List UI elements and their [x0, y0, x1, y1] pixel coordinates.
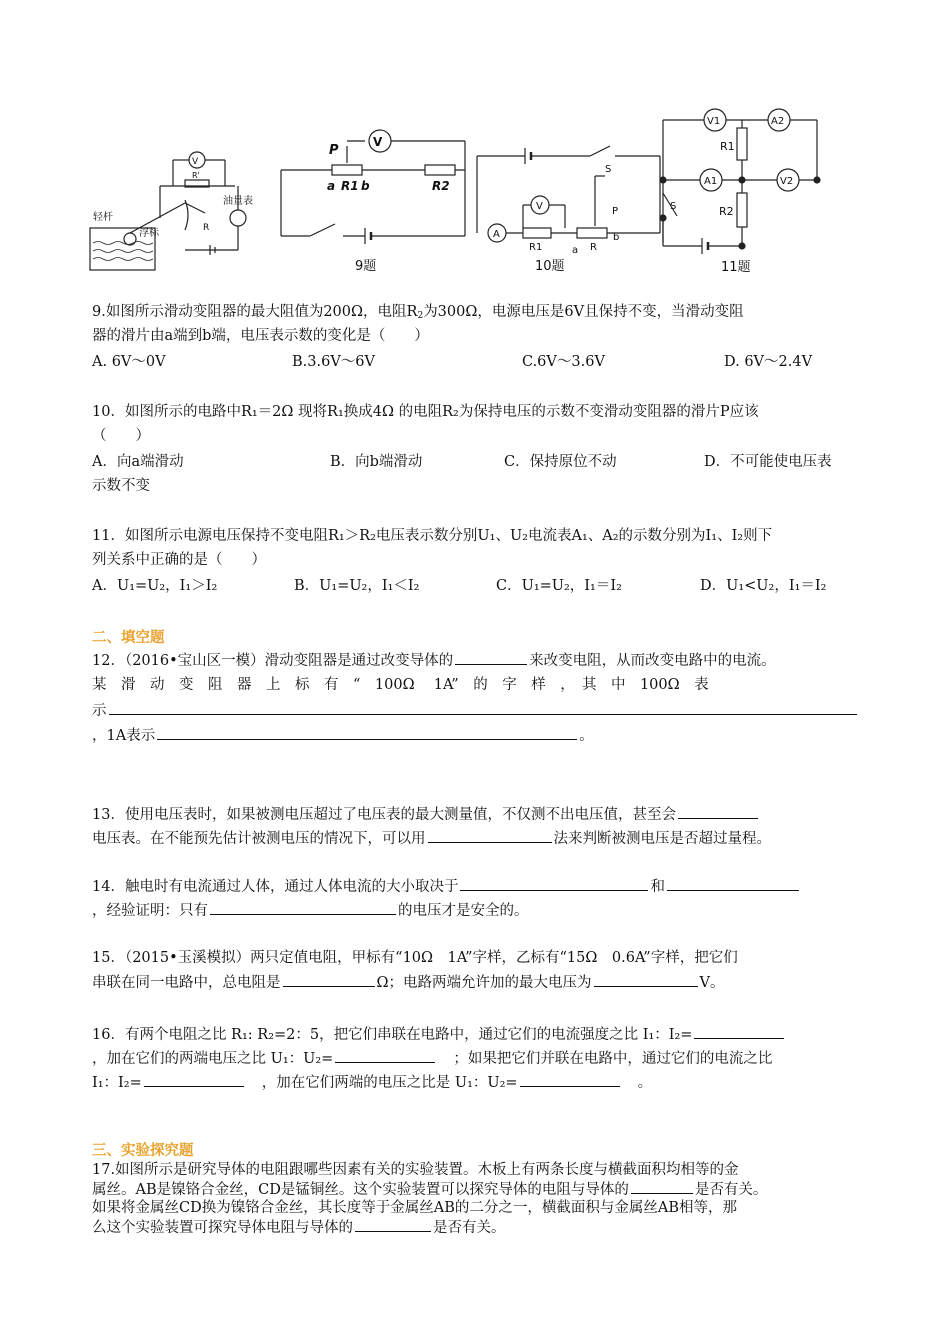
- fig8-label-float: 浮标: [139, 228, 159, 239]
- fig9-label-r2: R2: [432, 179, 450, 193]
- figure-10-circuit: [477, 146, 660, 242]
- q11-line1: 11．如图所示电源电压保持不变电阻R₁＞R₂电压表示数分别U₁、U₂电流表A₁、A₂的示数分别为I₁、I₂则下: [92, 528, 773, 544]
- fig8-label-lever: 轻杆: [93, 212, 113, 223]
- q17-line1: 17.如图所示是研究导体的电阻跟哪些因素有关的实验装置。木板上有两条长度与横截面积均相等的金: [92, 1162, 739, 1178]
- q16-line3: I₁：I₂= ，加在它们两端的电压之比是 U₁：U₂= 。: [92, 1070, 652, 1095]
- q17-line3: 如果将金属丝CD换为镍铬合金丝，其长度等于金属丝AB的二分之一，横截面积与金属丝AB相等，那: [92, 1200, 737, 1216]
- fig10-label-s: S: [605, 164, 612, 175]
- circuit-figures: [85, 108, 875, 278]
- fig11-label-v2: V2: [780, 176, 794, 187]
- q9-option-a[interactable]: A. 6V～0V: [92, 354, 166, 370]
- q15-line1: 15．（2015•玉溪模拟）两只定值电阻，甲标有“10Ω 1A”字样，乙标有“15Ω 0.6A”字样，把它们: [92, 950, 738, 966]
- fig10-label-p: P: [612, 206, 619, 217]
- q14-line1: 14．触电时有电流通过人体，通过人体电流的大小取决于 和: [92, 874, 801, 899]
- fig10-label-r: R: [590, 242, 597, 253]
- q15-line2: 串联在同一电路中，总电阻是 Ω；电路两端允许加的最大电压为 V。: [92, 970, 725, 995]
- fig9-label-r1: R1: [341, 179, 359, 193]
- fig8-label-v: V: [192, 157, 199, 167]
- q17-blank-2[interactable]: [355, 1218, 431, 1232]
- q13-line2: 电压表。在不能预先估计被测电压的情况下，可以用 法来判断被测电压是否超过量程。: [92, 826, 771, 851]
- q14-blank-3[interactable]: [210, 898, 396, 915]
- fig8-label-rprime: R': [192, 171, 200, 180]
- q16-blank-3[interactable]: [144, 1070, 244, 1087]
- fig9-label-a: a: [327, 179, 336, 193]
- q10-line4: 示数不变: [92, 478, 150, 494]
- section-fill-in-heading: 二、填空题: [92, 630, 165, 646]
- fig10-label-b: b: [613, 232, 620, 243]
- q10-line1: 10．如图所示的电路中R₁＝2Ω 现将R₁换成4Ω 的电阻R₂为保持电压的示数不变滑动变阻器的滑片P应该: [92, 404, 759, 420]
- q15-blank-1[interactable]: [283, 970, 375, 987]
- q9-option-d[interactable]: D. 6V～2.4V: [724, 354, 813, 370]
- q13-blank-1[interactable]: [678, 802, 758, 819]
- q13-blank-2[interactable]: [428, 826, 552, 843]
- q12-line2: 某 滑 动 变 阻 器 上 标 有 “ 100Ω 1A” 的 字 样 ， 其 中 100Ω 表: [92, 677, 709, 693]
- fig10-label-a-end: a: [572, 245, 579, 256]
- fig11-label-v1: V1: [707, 116, 721, 127]
- q15-blank-2[interactable]: [594, 970, 698, 987]
- q11-line2: 列关系中正确的是（ ）: [92, 552, 266, 568]
- fig11-label-r2: R2: [719, 205, 734, 218]
- fig10-label-r1: R1: [529, 242, 543, 253]
- q10-option-d[interactable]: D．不可能使电压表: [704, 454, 832, 470]
- q9-options: [92, 350, 872, 374]
- q11-options: [92, 574, 872, 598]
- fig10-label-a: A: [493, 229, 500, 240]
- q11-option-a[interactable]: A．U₁=U₂，I₁＞I₂: [92, 578, 218, 594]
- q12-blank-2[interactable]: [109, 698, 857, 715]
- q10-line2: （ ）: [92, 428, 150, 444]
- q9-option-c[interactable]: C.6V～3.6V: [522, 354, 605, 370]
- section-experiment-heading: 三、实验探究题: [92, 1143, 194, 1159]
- fig9-caption: 9题: [355, 259, 377, 274]
- figure-8-oil-gauge: [90, 152, 246, 270]
- q17-line4: 么这个实验装置可探究导体电阻与导体的 是否有关。: [92, 1220, 506, 1236]
- q16-blank-1[interactable]: [694, 1022, 784, 1039]
- fig11-label-a2: A2: [771, 116, 785, 127]
- q12-line4: ，1A表示 。: [92, 723, 594, 748]
- fig8-label-oil-meter: 油量表: [223, 196, 253, 207]
- q17-line2: 属丝。AB是镍铬合金丝，CD是锰铜丝。这个实验装置可以探究导体的电阻与导体的 是否有关。: [92, 1182, 768, 1198]
- q13-line1: 13．使用电压表时，如果被测电压超过了电压表的最大测量值，不仅测不出电压值，甚至会: [92, 802, 760, 827]
- figure-11-circuit: [660, 109, 820, 254]
- q12-blank-1[interactable]: [455, 648, 527, 665]
- fig10-caption: 10题: [535, 259, 565, 274]
- fig11-label-a1: A1: [704, 176, 718, 187]
- q9-line2: 器的滑片由a端到b端，电压表示数的变化是（ ）: [92, 328, 429, 344]
- q16-line2: ，加在它们的两端电压之比 U₁：U₂= ；如果把它们并联在电路中，通过它们的电流之比: [92, 1046, 772, 1071]
- q10-options: [92, 450, 872, 474]
- q12-blank-3[interactable]: [157, 723, 577, 740]
- q9-line1: 9.如图所示滑动变阻器的最大阻值为200Ω，电阻$R_2$为300Ω，电源电压是6V且保持不变，当滑动变阻: [92, 304, 744, 321]
- fig8-label-r: R: [203, 223, 210, 233]
- q11-option-d[interactable]: D．U₁<U₂，I₁＝I₂: [700, 578, 827, 594]
- q16-blank-4[interactable]: [520, 1070, 620, 1087]
- q14-line2: ，经验证明：只有 的电压才是安全的。: [92, 898, 529, 923]
- q17-blank-1[interactable]: [631, 1180, 693, 1194]
- q16-line1: 16．有两个电阻之比 R₁: R₂=2：5，把它们串联在电路中，通过它们的电流强度之比 I₁：I₂=: [92, 1022, 786, 1047]
- fig9-label-b: b: [361, 179, 370, 193]
- q10-option-b[interactable]: B．向b端滑动: [330, 454, 423, 470]
- q10-option-a[interactable]: A．向a端滑动: [92, 454, 184, 470]
- q12-line3: 示: [92, 698, 859, 723]
- q14-blank-1[interactable]: [460, 874, 648, 891]
- fig11-label-r1: R1: [720, 140, 735, 153]
- q12-line1: 12．（2016•宝山区一模）滑动变阻器是通过改变导体的 来改变电阻，从而改变电路中的电流。: [92, 648, 776, 673]
- fig11-label-s: S: [670, 201, 677, 212]
- q11-option-c[interactable]: C．U₁=U₂，I₁＝I₂: [496, 578, 622, 594]
- q16-blank-2[interactable]: [335, 1046, 435, 1063]
- fig10-label-v: V: [536, 201, 543, 212]
- fig9-label-v: V: [373, 135, 383, 149]
- q11-option-b[interactable]: B．U₁=U₂，I₁＜I₂: [294, 578, 420, 594]
- q9-option-b[interactable]: B.3.6V～6V: [292, 354, 375, 370]
- fig11-caption: 11题: [721, 260, 751, 275]
- fig9-label-p: P: [329, 143, 339, 158]
- q10-option-c[interactable]: C．保持原位不动: [504, 454, 617, 470]
- q14-blank-2[interactable]: [667, 874, 799, 891]
